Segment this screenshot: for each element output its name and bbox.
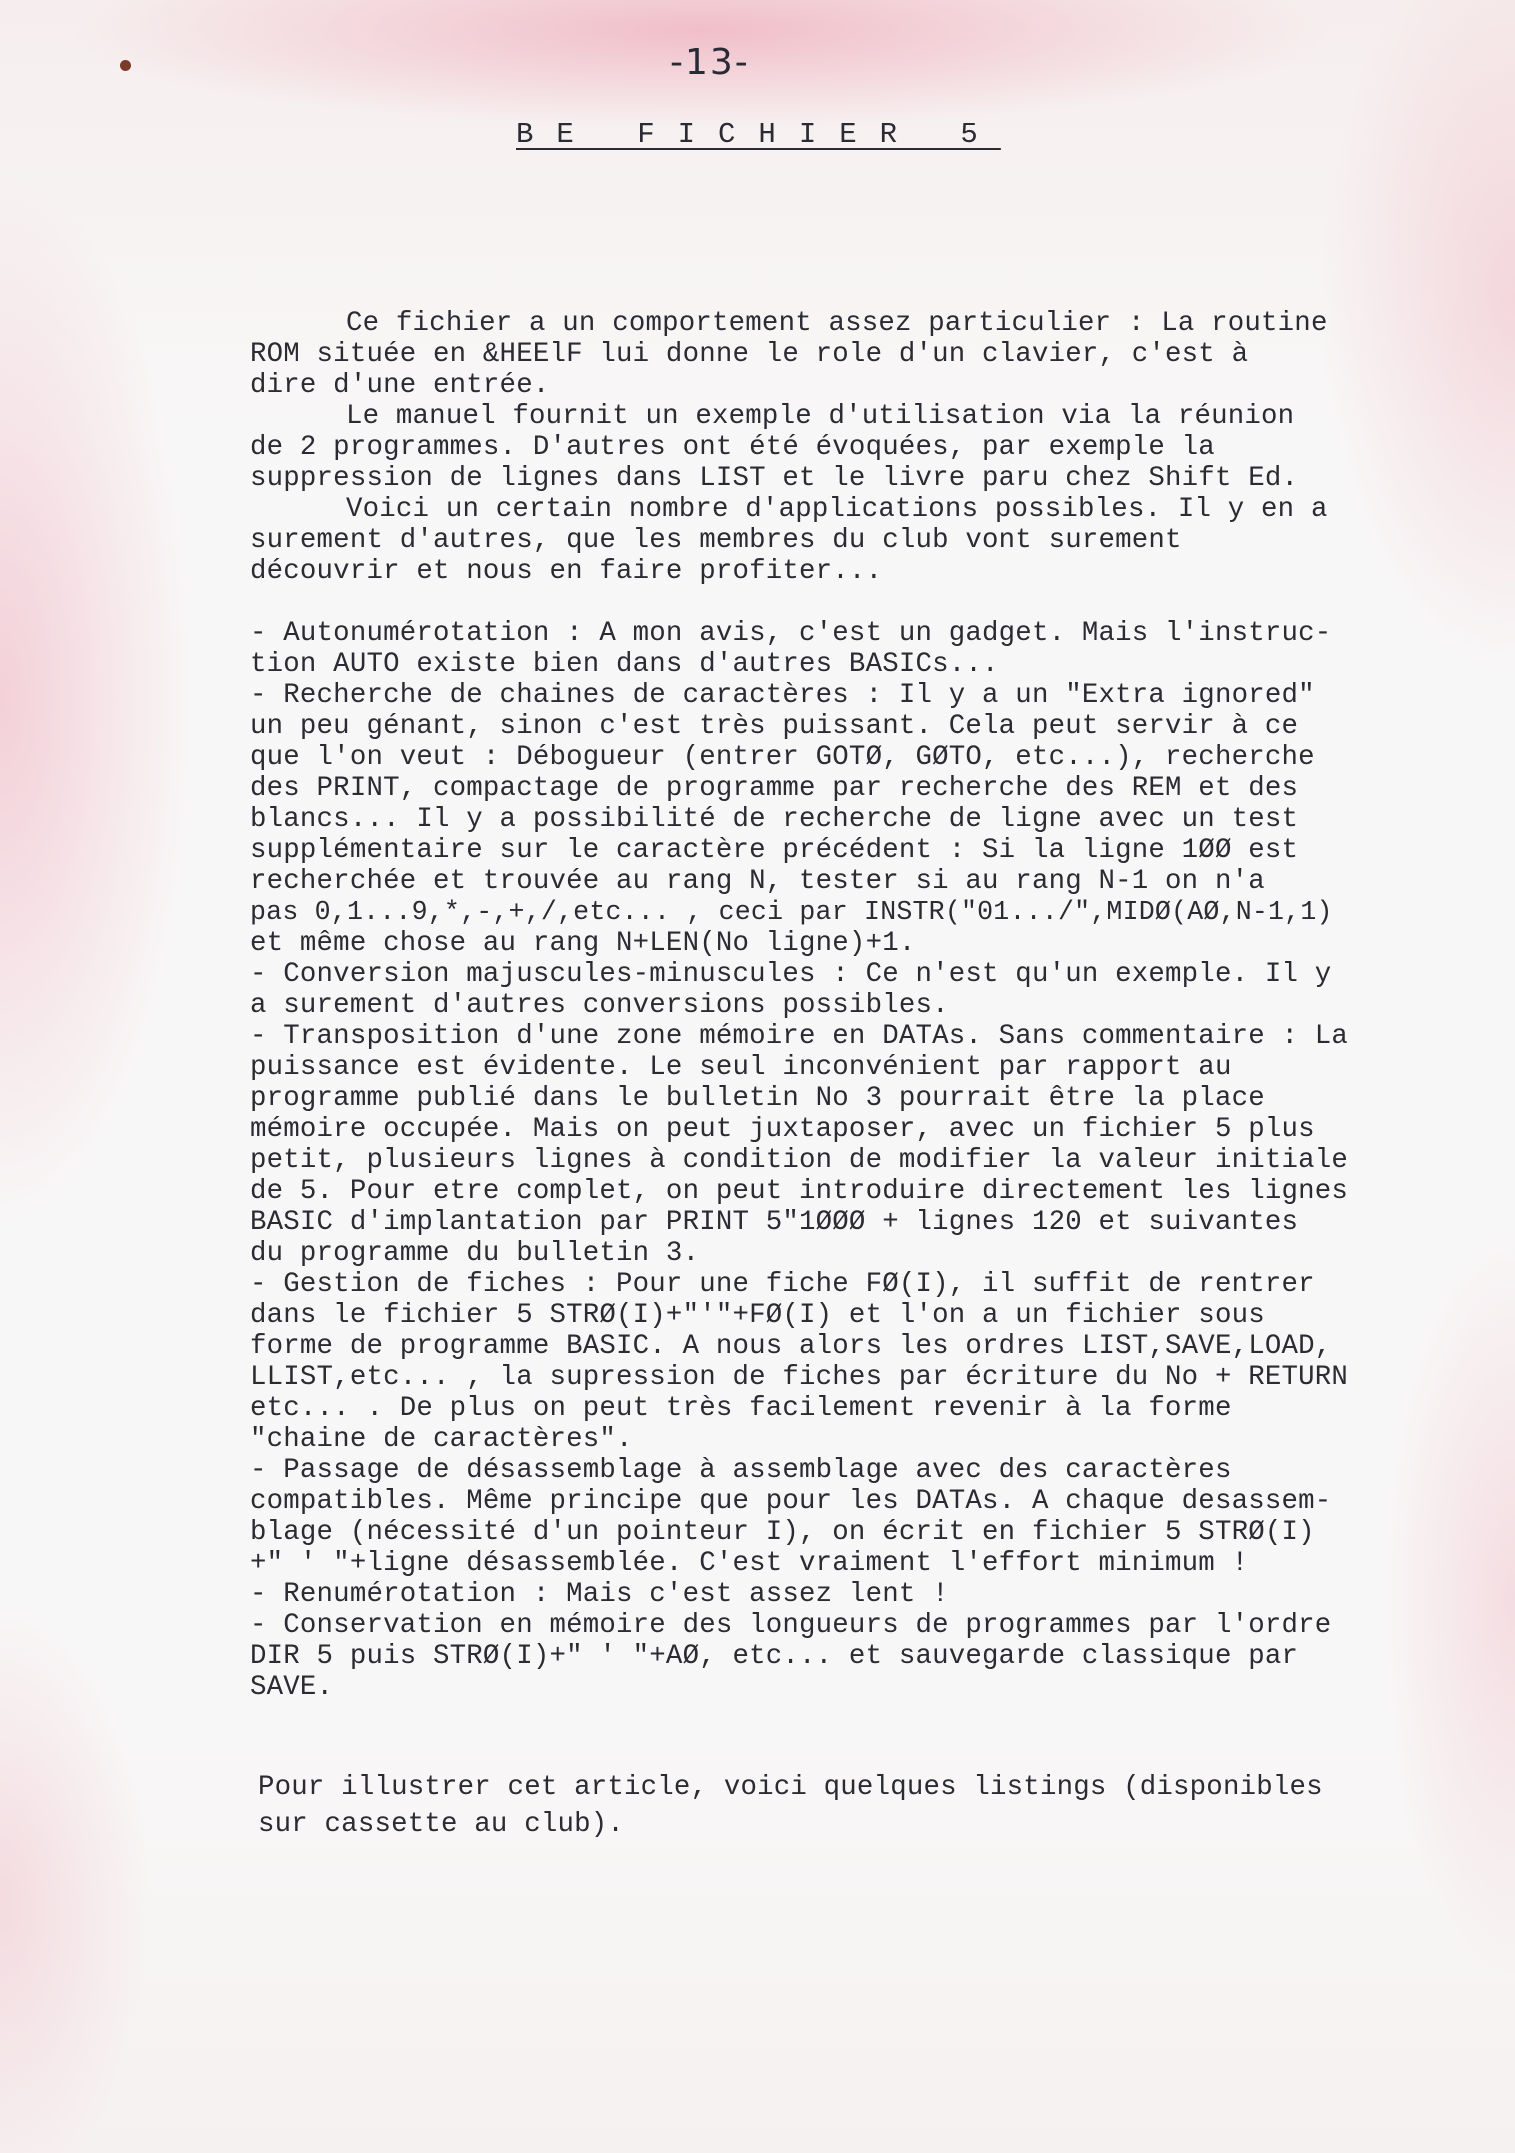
text-line: du programme du bulletin 3. xyxy=(250,1238,700,1269)
text-line: SAVE. xyxy=(250,1672,334,1703)
text-line: pas 0,1...9,*,-,+,/,etc... , ceci par INSTR("01.../",MIDØ(AØ,N-1,1) xyxy=(250,897,1333,927)
text-line: - Renumérotation : Mais c'est assez lent ! xyxy=(250,1579,949,1610)
text-line: et même chose au rang N+LEN(No ligne)+1. xyxy=(250,928,916,959)
text-line: - Gestion de fiches : Pour une fiche FØ(I), il suffit de rentrer xyxy=(250,1269,1315,1300)
text-line: de 2 programmes. D'autres ont été évoquées, par exemple la xyxy=(250,432,1215,463)
text-line: - Conversion majuscules-minuscules : Ce n'est qu'un exemple. Il y xyxy=(250,959,1332,990)
text-line: que l'on veut : Débogueur (entrer GOTØ, GØTO, etc...), recherche xyxy=(250,742,1315,773)
text-line: - Passage de désassemblage à assemblage avec des caractères xyxy=(250,1455,1232,1486)
text-line: supplémentaire sur le caractère précédent : Si la ligne 1ØØ est xyxy=(250,835,1299,866)
text-line: mémoire occupée. Mais on peut juxtaposer, avec un fichier 5 plus xyxy=(250,1114,1315,1145)
text-line: programme publié dans le bulletin No 3 pourrait être la place xyxy=(250,1083,1265,1114)
text-line: des PRINT, compactage de programme par recherche des REM et des xyxy=(250,773,1299,804)
text-line: - Recherche de chaines de caractères : Il y a un "Extra ignored" xyxy=(250,680,1315,711)
text-line: petit, plusieurs lignes à condition de modifier la valeur initiale xyxy=(250,1145,1349,1176)
text-line: dire d'une entrée. xyxy=(250,370,550,401)
text-line: tion AUTO existe bien dans d'autres BASICs... xyxy=(250,649,999,680)
text-line: "chaine de caractères". xyxy=(250,1424,633,1455)
text-line: sur cassette au club). xyxy=(258,1809,625,1840)
text-line: - Transposition d'une zone mémoire en DATAs. Sans commentaire : La xyxy=(250,1021,1349,1052)
text-line: blancs... Il y a possibilité de recherche de ligne avec un test xyxy=(250,804,1299,835)
text-line: +" ' "+ligne désassemblée. C'est vraiment l'effort minimum ! xyxy=(250,1548,1249,1579)
text-line: surement d'autres, que les membres du club vont surement xyxy=(250,525,1182,556)
text-line: - Autonumérotation : A mon avis, c'est un gadget. Mais l'instruc- xyxy=(250,618,1332,649)
text-line: Pour illustrer cet article, voici quelques listings (disponibles xyxy=(258,1772,1323,1803)
text-line: LLIST,etc... , la supression de fiches par écriture du No + RETURN xyxy=(250,1362,1349,1393)
text-line: de 5. Pour etre complet, on peut introduire directement les lignes xyxy=(250,1176,1349,1207)
text-line: puissance est évidente. Le seul inconvénient par rapport au xyxy=(250,1052,1232,1083)
text-line: Le manuel fournit un exemple d'utilisation via la réunion xyxy=(346,401,1295,432)
text-line: Voici un certain nombre d'applications possibles. Il y en a xyxy=(346,494,1328,525)
text-line: DIR 5 puis STRØ(I)+" ' "+AØ, etc... et sauvegarde classique par xyxy=(250,1641,1299,1672)
text-line: forme de programme BASIC. A nous alors les ordres LIST,SAVE,LOAD, xyxy=(250,1331,1332,1362)
text-line: BASIC d'implantation par PRINT 5"1ØØØ + lignes 120 et suivantes xyxy=(250,1207,1299,1238)
text-line: découvrir et nous en faire profiter... xyxy=(250,556,883,587)
text-line: compatibles. Même principe que pour les DATAs. A chaque desassem- xyxy=(250,1486,1332,1517)
text-line: blage (nécessité d'un pointeur I), on écrit en fichier 5 STRØ(I) xyxy=(250,1517,1315,1548)
text-line: Ce fichier a un comportement assez particulier : La routine xyxy=(346,308,1328,339)
text-line: recherchée et trouvée au rang N, tester si au rang N-1 on n'a xyxy=(250,866,1265,897)
text-line: - Conservation en mémoire des longueurs de programmes par l'ordre xyxy=(250,1610,1332,1641)
text-line: etc... . De plus on peut très facilement revenir à la forme xyxy=(250,1393,1232,1424)
text-line: suppression de lignes dans LIST et le livre paru chez Shift Ed. xyxy=(250,463,1299,494)
text-line: un peu génant, sinon c'est très puissant. Cela peut servir à ce xyxy=(250,711,1299,742)
page-title: BE FICHIER 5 xyxy=(516,118,1001,151)
text-line: dans le fichier 5 STRØ(I)+"'"+FØ(I) et l'on a un fichier sous xyxy=(250,1300,1265,1331)
ink-spot xyxy=(120,60,131,71)
page-number: -13- xyxy=(670,42,750,83)
text-line: ROM située en &HEElF lui donne le role d'un clavier, c'est à xyxy=(250,339,1249,370)
text-line: a surement d'autres conversions possibles. xyxy=(250,990,949,1021)
